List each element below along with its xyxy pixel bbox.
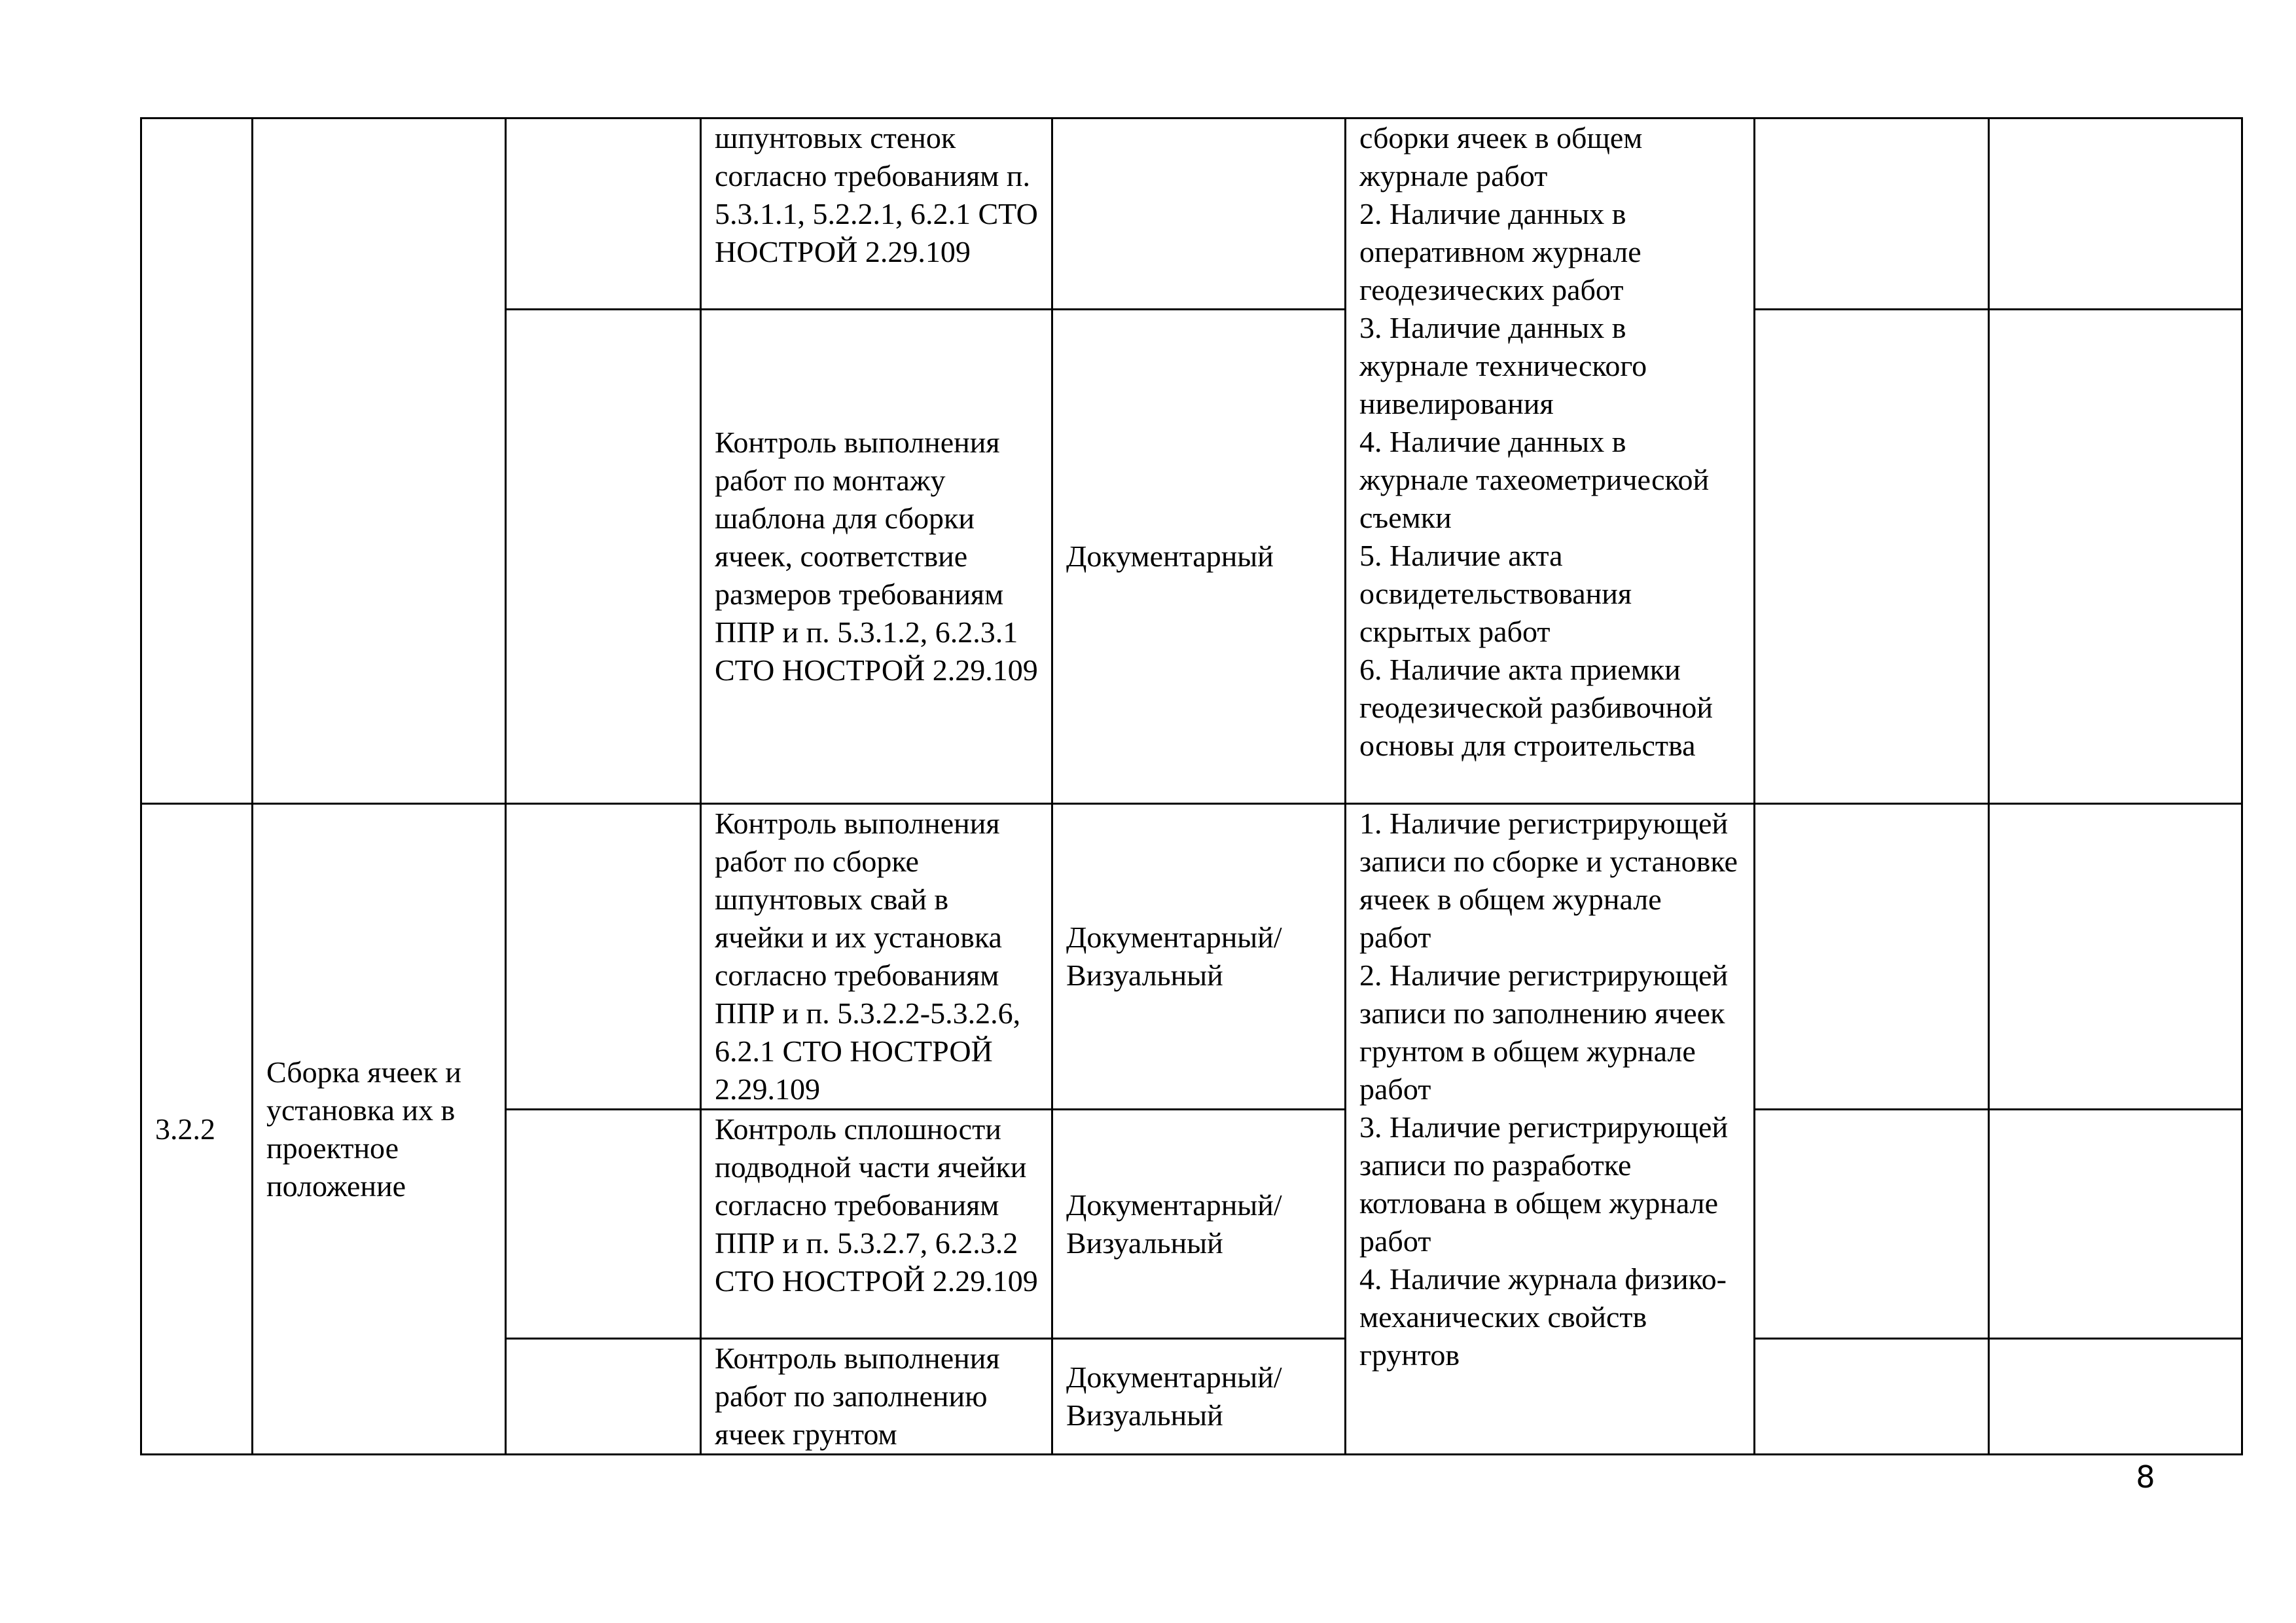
cell-documents-continued: сборки ячеек в общем журнале работ 2. Наличие данных в оперативном журнале геодезических работ 3. Наличие данных в журнале технического нивелирования 4. Наличие данных в журнале тахеометрической съемки 5. Наличие акта освидетельствования скрытых работ 6. Наличие акта приемки геодезической разбивочной основы для строительства [1346,119,1755,804]
cell-control-description: Контроль выполнения работ по сборке шпунтовых свай в ячейки и их установка согласно требованиям ППР и п. 5.3.2.2-5.3.2.6, 6.2.1 СТО НОСТРОЙ 2.29.109 [701,804,1052,1110]
inspection-table [140,117,2243,1455]
cell-control-method: Документарный [1052,310,1346,804]
cell-control-method [1052,119,1346,310]
cell-number-continued [141,119,253,804]
cell-title-continued [253,119,506,804]
cell-control-method: Документарный/ Визуальный [1052,1110,1346,1339]
cell-empty [506,310,701,804]
cell-empty [506,1339,701,1455]
cell-control-description: Контроль выполнения работ по заполнению ячеек грунтом [701,1339,1052,1455]
cell-empty [1989,119,2242,310]
cell-section-title: Сборка ячеек и установка их в проектное положение [253,804,506,1455]
page-number: 8 [2136,1459,2155,1495]
cell-empty [1755,1110,1989,1339]
cell-control-method: Документарный/ Визуальный [1052,1339,1346,1455]
cell-empty [506,1110,701,1339]
cell-empty [1989,310,2242,804]
cell-empty [506,804,701,1110]
cell-control-description: шпунтовых стенок согласно требованиям п. 5.3.1.1, 5.2.2.1, 6.2.1 СТО НОСТРОЙ 2.29.109 [701,119,1052,310]
cell-empty [1989,1339,2242,1455]
cell-empty [506,119,701,310]
cell-empty [1989,1110,2242,1339]
cell-empty [1755,119,1989,310]
cell-empty [1755,804,1989,1110]
cell-documents-section: 1. Наличие регистрирующей записи по сборке и установке ячеек в общем журнале работ 2. Наличие регистрирующей записи по заполнению ячеек грунтом в общем журнале работ 3. Наличие регистрирующей записи по разработке котлована в общем журнале работ 4. Наличие журнала физико-механических свойств грунтов [1346,804,1755,1455]
cell-section-number: 3.2.2 [141,804,253,1455]
cell-empty [1755,310,1989,804]
cell-control-description: Контроль выполнения работ по монтажу шаблона для сборки ячеек, соответствие размеров требованиям ППР и п. 5.3.1.2, 6.2.3.1 СТО НОСТРОЙ 2.29.109 [701,310,1052,804]
cell-empty [1755,1339,1989,1455]
cell-control-description: Контроль сплошности подводной части ячейки согласно требованиям ППР и п. 5.3.2.7, 6.2.3.2 СТО НОСТРОЙ 2.29.109 [701,1110,1052,1339]
cell-empty [1989,804,2242,1110]
cell-control-method: Документарный/ Визуальный [1052,804,1346,1110]
